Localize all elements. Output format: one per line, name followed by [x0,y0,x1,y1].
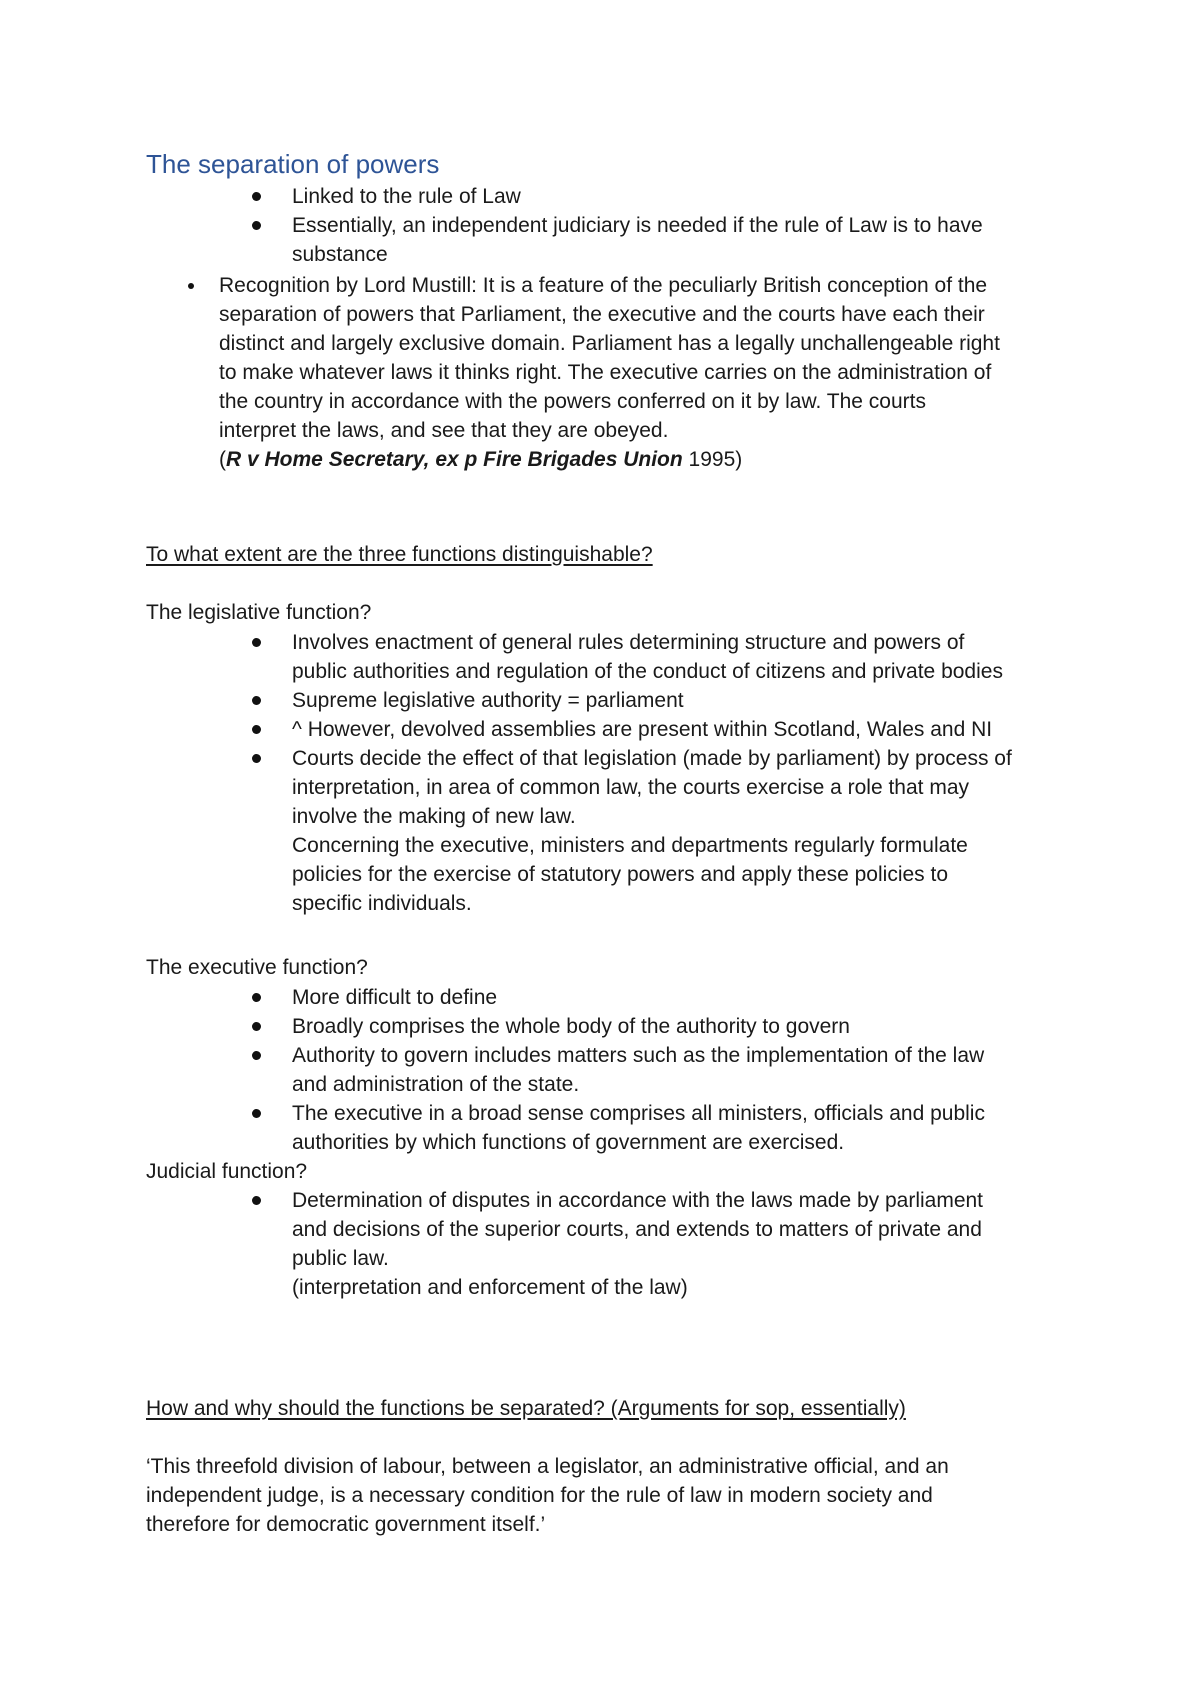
bullet-icon [252,192,261,201]
judicial-item-1-line-2: and decisions of the superior courts, and extends to matters of private and [292,1218,982,1241]
bullet-icon [252,696,261,705]
citation-year: 1995) [682,448,743,471]
bullet-icon [252,1109,261,1118]
bullet-icon [252,725,261,734]
mustill-line-3: distinct and largely exclusive domain. Parliament has a legally unchallengeable right [219,332,1000,355]
section-heading-separation: How and why should the functions be separated? (Arguments for sop, essentially) [146,1397,906,1420]
bullet-icon [252,1051,261,1060]
mustill-line-1: Recognition by Lord Mustill: It is a feature of the peculiarly British conception of the [219,274,988,297]
bullet-icon [252,993,261,1002]
legislative-item-4-line-3: involve the making of new law. [292,805,576,828]
legislative-item-4-line-5: policies for the exercise of statutory powers and apply these policies to [292,863,949,886]
quote-line-3: therefore for democratic government itself.’ [146,1513,546,1536]
legislative-item-4-line-1: Courts decide the effect of that legislation (made by parliament) by process of [292,747,1012,770]
case-citation [219,445,742,474]
quote-line-1: ‘This threefold division of labour, between a legislator, an administrative official, and an [146,1455,949,1478]
intro-item-1-line-1: Linked to the rule of Law [292,185,521,208]
legislative-item-4-line-2: interpretation, in area of common law, the courts exercise a role that may [292,776,969,799]
intro-item-2-line-2: substance [292,243,388,266]
legislative-item-4-line-4: Concerning the executive, ministers and departments regularly formulate [292,834,968,857]
executive-item-2: Broadly comprises the whole body of the authority to govern [292,1015,850,1038]
citation-case-name: R v Home Secretary, ex p Fire Brigades Union [226,448,683,471]
judicial-heading: Judicial function? [146,1160,308,1183]
citation-open: ( [219,448,226,471]
bullet-icon [188,283,194,289]
legislative-item-1-line-1: Involves enactment of general rules determining structure and powers of [292,631,965,654]
legislative-item-4-line-6: specific individuals. [292,892,472,915]
judicial-item-1-line-1: Determination of disputes in accordance with the laws made by parliament [292,1189,984,1212]
executive-item-4-line-1: The executive in a broad sense comprises all ministers, officials and public [292,1102,985,1125]
legislative-heading: The legislative function? [146,601,372,624]
bullet-icon [252,1196,261,1205]
bullet-icon [252,754,261,763]
mustill-line-4: to make whatever laws it thinks right. The executive carries on the administration of [219,361,992,384]
mustill-line-2: separation of powers that Parliament, the executive and the courts have each their [219,303,985,326]
executive-item-1: More difficult to define [292,986,498,1009]
mustill-line-6: interpret the laws, and see that they are obeyed. [219,419,669,442]
executive-item-4-line-2: authorities by which functions of government are exercised. [292,1131,845,1154]
legislative-item-3: ^ However, devolved assemblies are present within Scotland, Wales and NI [292,718,993,741]
bullet-icon [252,221,261,230]
executive-item-3-line-2: and administration of the state. [292,1073,580,1096]
bullet-icon [252,638,261,647]
executive-item-3-line-1: Authority to govern includes matters such as the implementation of the law [292,1044,985,1067]
judicial-item-1-line-4: (interpretation and enforcement of the law) [292,1276,688,1299]
intro-item-2-line-1: Essentially, an independent judiciary is needed if the rule of Law is to have [292,214,983,237]
executive-heading: The executive function? [146,956,368,979]
quote-line-2: independent judge, is a necessary condition for the rule of law in modern society and [146,1484,933,1507]
judicial-item-1-line-3: public law. [292,1247,389,1270]
legislative-item-2: Supreme legislative authority = parliament [292,689,684,712]
page-title: The separation of powers [146,149,440,179]
section-heading-functions: To what extent are the three functions distinguishable? [146,543,653,566]
legislative-item-1-line-2: public authorities and regulation of the conduct of citizens and private bodies [292,660,1003,683]
mustill-line-5: the country in accordance with the powers conferred on it by law. The courts [219,390,926,413]
bullet-icon [252,1022,261,1031]
